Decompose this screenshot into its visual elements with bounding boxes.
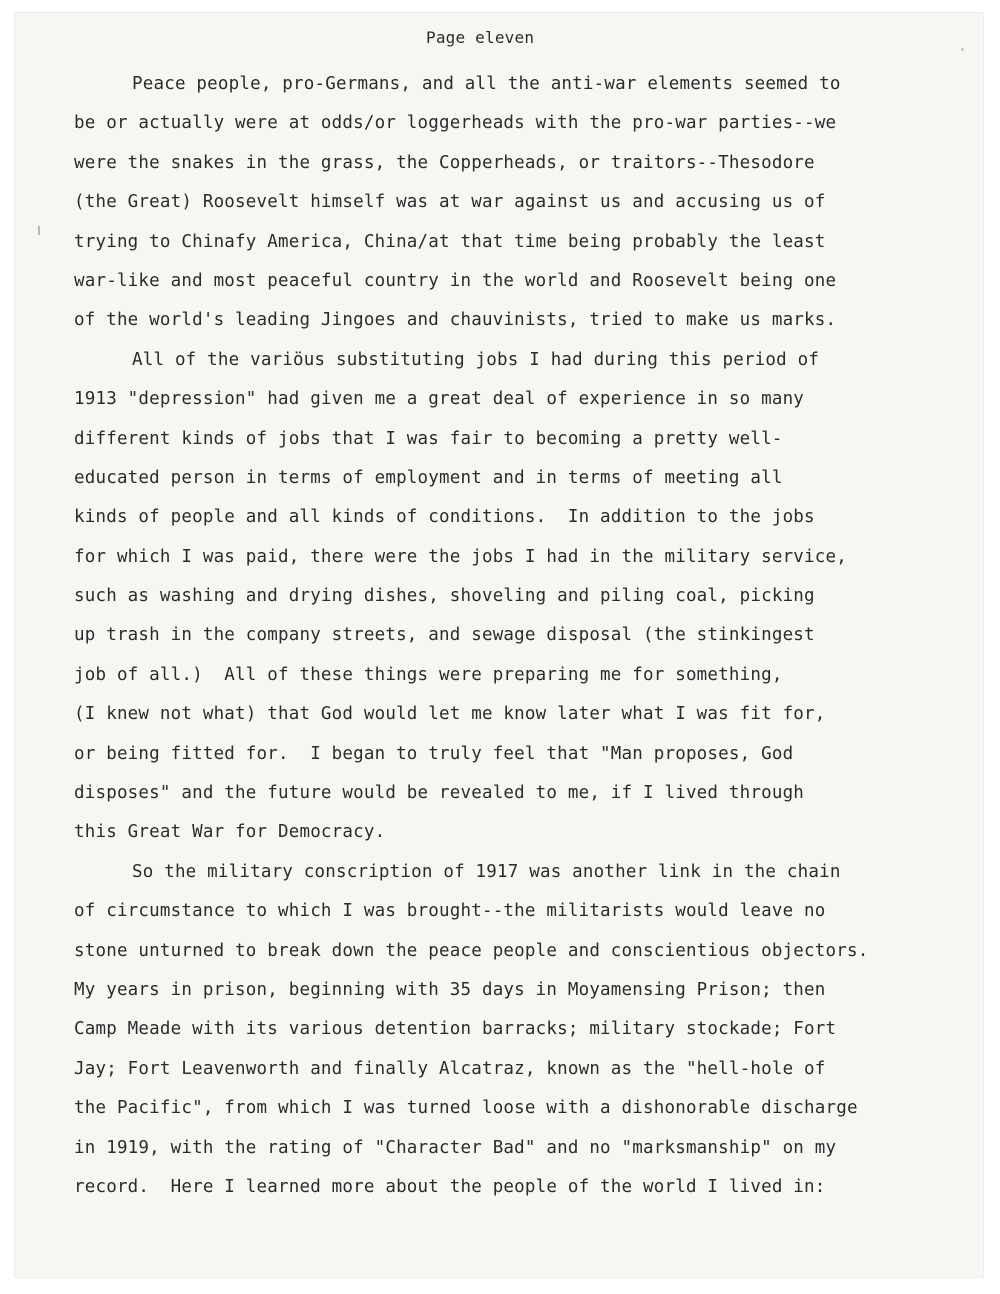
- text-line: Camp Meade with its various detention barracks; military stockade; Fort: [74, 1019, 837, 1040]
- typewritten-page: [14, 12, 984, 1278]
- body-text: [74, 65, 974, 1207]
- text-line: Jay; Fort Leavenworth and finally Alcatraz, known as the "hell-hole of: [74, 1058, 826, 1079]
- text-line: record. Here I learned more about the people of the world I lived in:: [74, 1176, 826, 1197]
- text-line: (the Great) Roosevelt himself was at war against us and accusing us of: [74, 192, 826, 213]
- text-line: trying to Chinafy America, China/at that time being probably the least: [74, 231, 826, 252]
- text-line: the Pacific", from which I was turned loose with a dishonorable discharge: [74, 1098, 858, 1119]
- text-line: My years in prison, beginning with 35 days in Moyamensing Prison; then: [74, 979, 826, 1000]
- text-line: of circumstance to which I was brought--the militarists would leave no: [74, 901, 826, 922]
- text-line: educated person in terms of employment and in terms of meeting all: [74, 467, 783, 488]
- text-line: or being fitted for. I began to truly feel that "Man proposes, God: [74, 743, 794, 764]
- text-line: in 1919, with the rating of "Character Bad" and no "marksmanship" on my: [74, 1137, 837, 1158]
- text-line: kinds of people and all kinds of conditions. In addition to the jobs: [74, 507, 815, 528]
- text-line: different kinds of jobs that I was fair to becoming a pretty well-: [74, 428, 783, 449]
- text-line: this Great War for Democracy.: [74, 822, 386, 843]
- text-line: stone unturned to break down the peace people and conscientious objectors.: [74, 940, 869, 961]
- text-line: disposes" and the future would be revealed to me, if I lived through: [74, 783, 805, 804]
- text-line: war-like and most peaceful country in the world and Roosevelt being one: [74, 270, 837, 291]
- text-line: be or actually were at odds/or loggerheads with the pro-war parties--we: [74, 113, 837, 134]
- text-line: such as washing and drying dishes, shoveling and piling coal, picking: [74, 586, 815, 607]
- page-header: Page eleven: [426, 28, 535, 47]
- paper-speck: [961, 48, 964, 51]
- text-line: of the world's leading Jingoes and chauvinists, tried to make us marks.: [74, 310, 837, 331]
- margin-mark: [38, 226, 40, 235]
- text-line: job of all.) All of these things were preparing me for something,: [74, 664, 783, 685]
- text-line: (I knew not what) that God would let me know later what I was fit for,: [74, 704, 826, 725]
- text-line: Peace people, pro-Germans, and all the anti-war elements seemed to: [132, 74, 841, 94]
- text-line: So the military conscription of 1917 was another link in the chain: [132, 861, 841, 882]
- text-line: up trash in the company streets, and sewage disposal (the stinkingest: [74, 625, 815, 646]
- text-line: were the snakes in the grass, the Copperheads, or traitors--Thesodore: [74, 152, 815, 173]
- text-line: 1913 "depression" had given me a great deal of experience in so many: [74, 389, 805, 410]
- text-line: All of the variöus substituting jobs I had during this period of: [132, 349, 820, 370]
- text-line: for which I was paid, there were the jobs I had in the military service,: [74, 546, 847, 567]
